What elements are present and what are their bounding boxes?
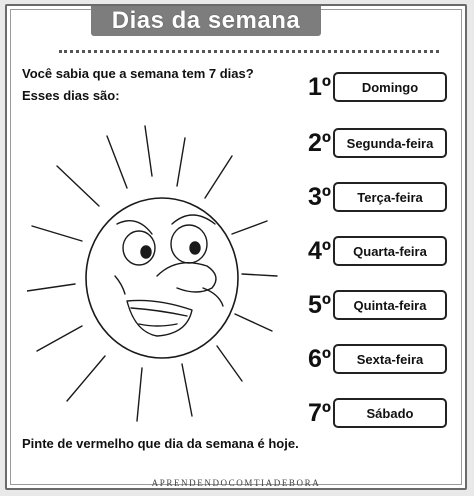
sun-ray	[37, 326, 82, 351]
sun-ray	[205, 156, 232, 198]
day-label: Sábado	[366, 405, 414, 421]
dashed-divider	[59, 50, 439, 53]
ordinal-3: 3º	[307, 183, 331, 211]
intro-question: Você sabia que a semana tem 7 dias?	[22, 66, 254, 81]
sun-ray	[182, 364, 192, 416]
sun-ray	[217, 346, 242, 381]
day-box-quarta-feira[interactable]	[333, 236, 447, 266]
coloring-instruction: Pinte de vermelho que dia da semana é hoje.	[22, 436, 299, 451]
credit-footer: APRENDENDOCOMTIADEBORA	[151, 478, 321, 488]
sun-ray	[67, 356, 105, 401]
worksheet	[5, 4, 467, 490]
sun-ray	[177, 138, 185, 186]
ordinal-2: 2º	[307, 129, 331, 157]
sun-ray	[242, 274, 277, 276]
sun-ray	[107, 136, 127, 188]
day-box-segunda-feira[interactable]	[333, 128, 447, 158]
day-box-domingo[interactable]	[333, 72, 447, 102]
day-label: Quarta-feira	[353, 243, 427, 259]
day-label: Domingo	[361, 79, 419, 95]
ordinal-5: 5º	[307, 291, 331, 319]
day-label: Segunda-feira	[346, 135, 434, 151]
sun-ray	[145, 126, 152, 176]
day-box-terca-feira[interactable]	[333, 182, 447, 212]
sun-ray	[32, 226, 82, 241]
title-band	[91, 6, 321, 36]
intro-statement: Esses dias são:	[22, 88, 120, 103]
day-box-quinta-feira[interactable]	[333, 290, 447, 320]
sun-ray	[57, 166, 99, 206]
sun-ray	[27, 284, 75, 291]
sun-ray	[235, 314, 272, 331]
ordinal-7: 7º	[307, 399, 331, 427]
day-label: Terça-feira	[357, 189, 423, 205]
day-label: Quinta-feira	[353, 297, 427, 313]
day-box-sabado[interactable]	[333, 398, 447, 428]
sun-with-face-icon	[27, 116, 297, 436]
sun-ray	[137, 368, 142, 421]
ordinal-6: 6º	[307, 345, 331, 373]
day-label: Sexta-feira	[356, 351, 424, 367]
day-box-sexta-feira[interactable]	[333, 344, 447, 374]
ordinal-4: 4º	[307, 237, 331, 265]
sun-ray	[232, 221, 267, 234]
page-title: Dias da semana	[111, 7, 301, 34]
ordinal-1: 1º	[307, 73, 331, 101]
